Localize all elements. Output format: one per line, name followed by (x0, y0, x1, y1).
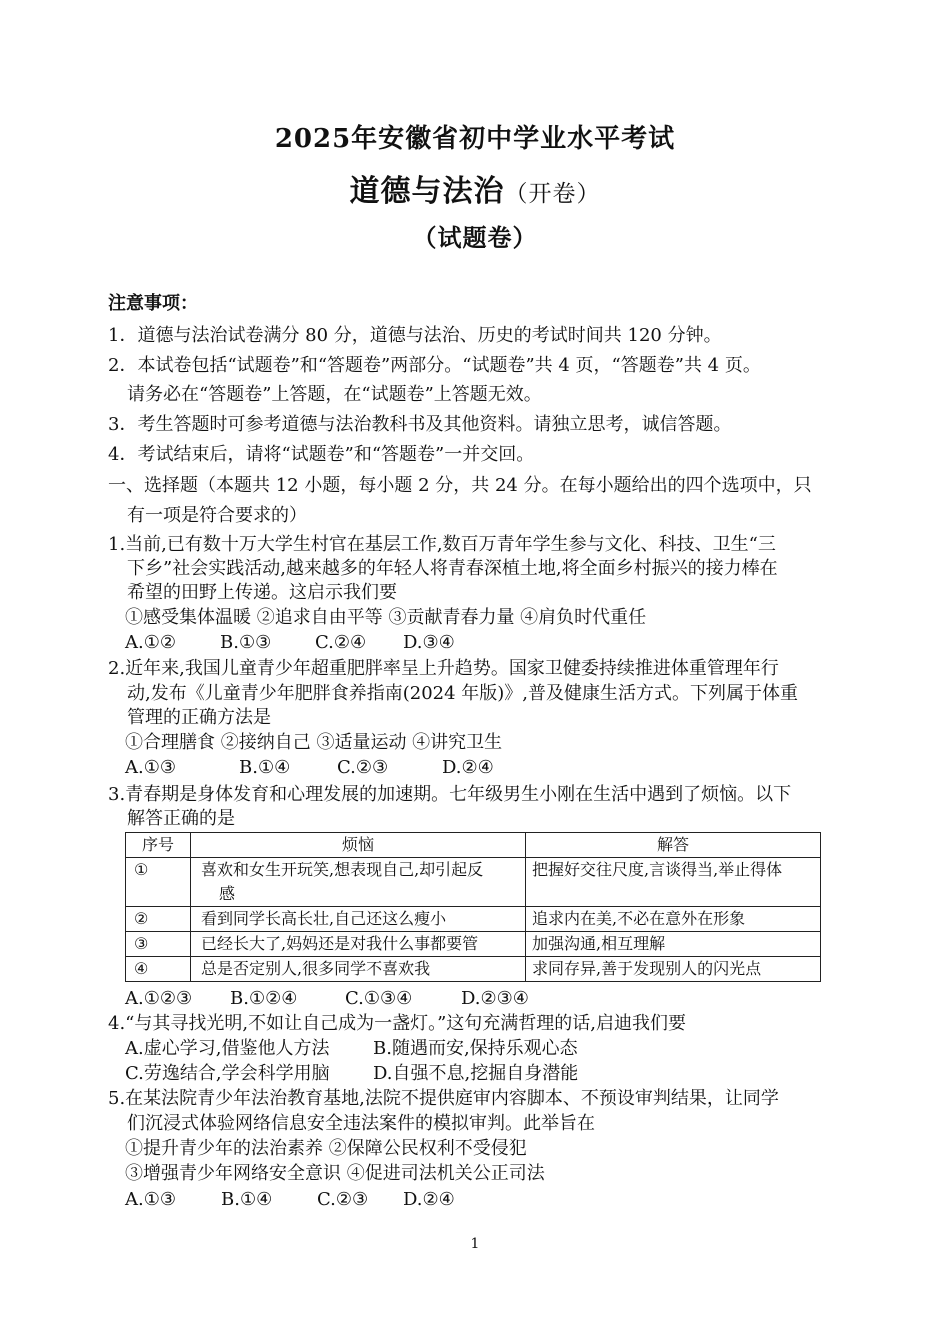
q4-stem-line: 4.“与其寻找光明,不如让自己成为一盏灯。”这句充满哲理的话,启迪我们要 (108, 1013, 687, 1034)
section-heading: 一、选择题（本题共 12 小题，每小题 2 分，共 24 分。在每小题给出的四个选项中，只 (108, 475, 812, 496)
q5-stem-line: 5.在某法院青少年法治教育基地,法院不提供庭审内容脚本、不预设审判结果，让同学 (108, 1088, 779, 1109)
q1-option-a: A.①② (125, 632, 176, 653)
notice-item-2-cont: 请务必在“答题卷”上答题，在“试题卷”上答题无效。 (127, 384, 542, 405)
row-answer: 加强沟通,相互理解 (526, 932, 821, 957)
q5-statements: ③增强青少年网络安全意识 ④促进司法机关公正司法 (125, 1163, 545, 1184)
q2-statements: ①合理膳食 ②接纳自己 ③适量运动 ④讲究卫生 (125, 732, 503, 753)
troubles-table (125, 832, 821, 982)
row-answer: 把握好交往尺度,言谈得当,举止得体 (526, 858, 821, 907)
row-answer: 求同存异,善于发现别人的闪光点 (526, 957, 821, 982)
q4-option-a: A.虚心学习,借鉴他人方法 (125, 1038, 330, 1059)
section-heading-cont: 有一项是符合要求的） (127, 505, 307, 526)
row-trouble-text: 喜欢和女生开玩笑,想表现自己,却引起反 (201, 860, 484, 879)
q5-option-c: C.②③ (317, 1189, 369, 1210)
notice-item-4: 4．考试结束后，请将“试题卷”和“答题卷”一并交回。 (108, 444, 535, 465)
row-no: ④ (126, 957, 191, 982)
q4-option-c: C.劳逸结合,学会科学用脑 (125, 1063, 330, 1084)
q5-statements: ①提升青少年的法治素养 ②保障公民权利不受侵犯 (125, 1138, 527, 1159)
q5-option-b: B.①④ (221, 1189, 273, 1210)
q2-option-b: B.①④ (239, 757, 291, 778)
header-trouble: 烦恼 (191, 833, 526, 858)
row-trouble: 已经长大了,妈妈还是对我什么事都要管 (191, 932, 526, 957)
q3-stem-line: 3.青春期是身体发育和心理发展的加速期。七年级男生小刚在生活中遇到了烦恼。以下 (108, 784, 792, 805)
notice-item-3: 3．考生答题时可参考道德与法治教科书及其他资料。请独立思考，诚信答题。 (108, 414, 732, 435)
q2-option-d: D.②④ (442, 757, 494, 778)
q1-stem-line: 希望的田野上传递。这启示我们要 (127, 582, 397, 603)
notice-item-1: 1．道德与法治试卷满分 80 分，道德与法治、历史的考试时间共 120 分钟。 (108, 325, 722, 346)
q2-option-c: C.②③ (337, 757, 389, 778)
q3-option-b: B.①②④ (230, 988, 298, 1009)
table-row (126, 957, 821, 982)
q3-option-d: D.②③④ (461, 988, 529, 1009)
q1-statements: ①感受集体温暖 ②追求自由平等 ③贡献青春力量 ④肩负时代重任 (125, 607, 647, 628)
row-trouble: 看到同学长高长壮,自己还这么瘦小 (191, 907, 526, 932)
q1-option-b: B.①③ (220, 632, 272, 653)
subject-note: （开卷） (504, 181, 601, 207)
row-trouble-text-cont: 感 (219, 884, 236, 903)
q5-stem-line: 们沉浸式体验网络信息安全违法案件的模拟审判。此举旨在 (127, 1113, 595, 1134)
q4-option-b: B.随遇而安,保持乐观心态 (373, 1038, 578, 1059)
q3-option-c: C.①③④ (345, 988, 413, 1009)
notice-heading: 注意事项： (108, 293, 198, 314)
page-number: 1 (470, 1236, 480, 1252)
table-row (126, 858, 821, 907)
q4-answers-row2 (125, 1062, 578, 1086)
q1-option-d: D.③④ (403, 632, 455, 653)
table-row (126, 907, 821, 932)
q4-option-d: D.自强不息,挖掘自身潜能 (373, 1063, 579, 1084)
row-answer: 追求内在美,不必在意外在形象 (526, 907, 821, 932)
q2-stem-line: 动,发布《儿童青少年肥胖食养指南(2024 年版)》,普及健康生活方式。下列属于体重 (127, 683, 799, 704)
subject-name: 道德与法治 (349, 174, 505, 209)
table-row (126, 932, 821, 957)
q3-stem-line: 解答正确的是 (127, 808, 235, 829)
row-no: ① (126, 858, 191, 907)
q2-option-a: A.①③ (125, 757, 176, 778)
table-header-row (126, 833, 821, 858)
row-trouble: 总是否定别人,很多同学不喜欢我 (191, 957, 526, 982)
q3-answers (125, 987, 529, 1011)
q1-stem-line: 1.当前,已有数十万大学生村官在基层工作,数百万青年学生参与文化、科技、卫生“三 (108, 534, 776, 555)
q5-option-a: A.①③ (125, 1189, 176, 1210)
q1-answers (125, 631, 455, 655)
q3-option-a: A.①②③ (125, 988, 193, 1009)
q5-answers (125, 1188, 455, 1212)
header-answer: 解答 (526, 833, 821, 858)
q2-stem-line: 2.近年来,我国儿童青少年超重肥胖率呈上升趋势。国家卫健委持续推进体重管理年行 (108, 658, 779, 679)
exam-title: 2025年安徽省初中学业水平考试 (274, 124, 676, 154)
row-no: ③ (126, 932, 191, 957)
paper-type: （试题卷） (412, 223, 538, 252)
q2-stem-line: 管理的正确方法是 (127, 707, 271, 728)
notice-item-2: 2．本试卷包括“试题卷”和“答题卷”两部分。“试题卷”共 4 页，“答题卷”共 4 页。 (108, 355, 761, 376)
q1-stem-line: 下乡”社会实践活动,越来越多的年轻人将青春深植土地,将全面乡村振兴的接力棒在 (127, 558, 778, 579)
q2-answers (125, 756, 494, 780)
row-no: ② (126, 907, 191, 932)
header-no: 序号 (126, 833, 191, 858)
row-trouble (191, 858, 526, 907)
subject-title (0, 166, 950, 210)
q5-option-d: D.②④ (403, 1189, 455, 1210)
q4-answers-row1 (125, 1037, 578, 1061)
q1-option-c: C.②④ (315, 632, 367, 653)
